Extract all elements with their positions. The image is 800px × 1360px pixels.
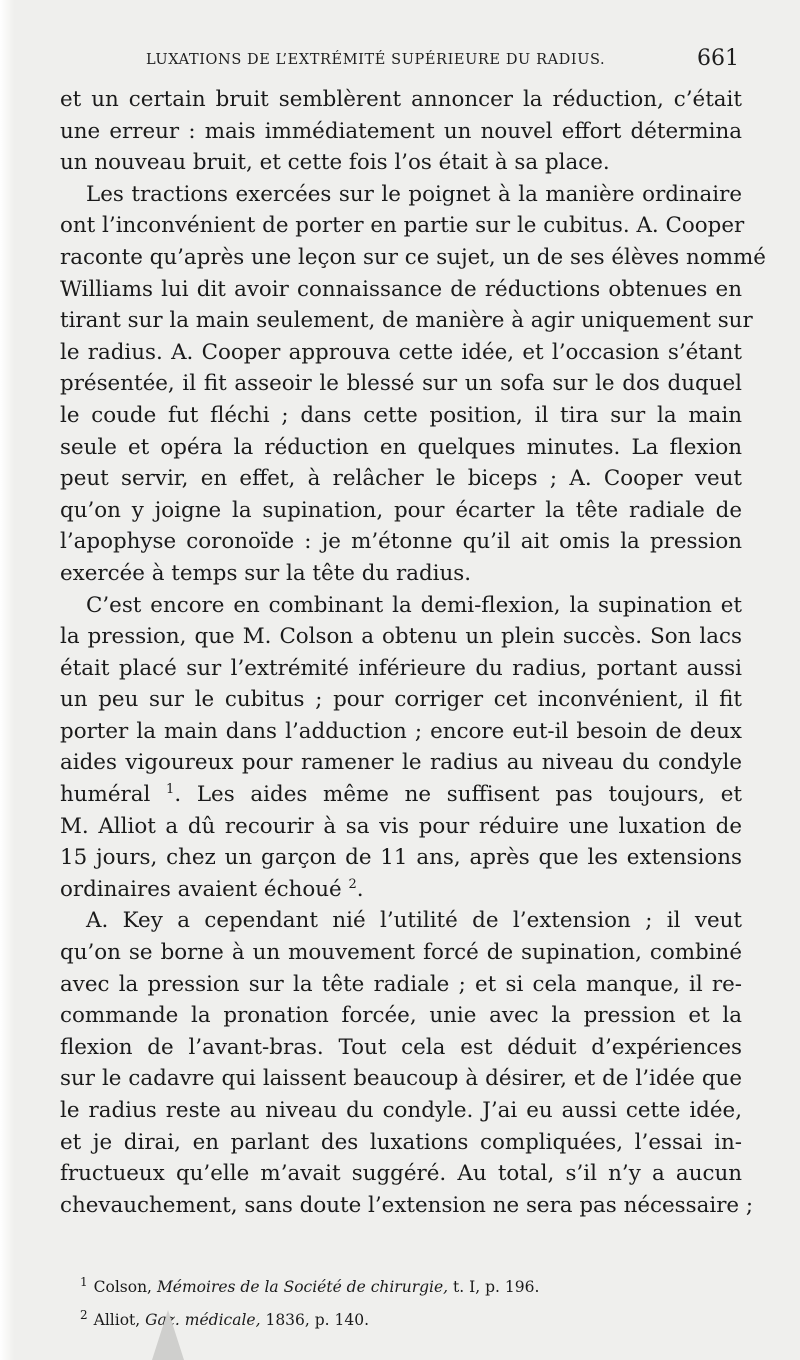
text-line: 15 jours, chez un garçon de 11 ans, après que les extensions bbox=[60, 845, 742, 871]
text-line: flexion de l’avant-bras. Tout cela est déduit d’expériences bbox=[60, 1034, 742, 1060]
text-line: était placé sur l’extrémité inférieure du radius, portant aussi bbox=[60, 655, 742, 681]
text-line: commande la pronation forcée, unie avec la pression et la bbox=[60, 1003, 742, 1029]
text-line: le radius reste au niveau du condyle. J’ai eu aussi cette idée, bbox=[60, 1098, 742, 1123]
footnote-ref-2: 2 bbox=[348, 876, 357, 892]
text-line: seule et opéra la réduction en quelques minutes. La flexion bbox=[60, 434, 742, 460]
footnote-citation: 1836, p. 140. bbox=[265, 1311, 370, 1330]
text-line: présentée, il fit asseoir le blessé sur un sofa sur le dos duquel bbox=[60, 371, 742, 397]
text-line: raconte qu’après une leçon sur ce sujet, un de ses élèves nommé bbox=[60, 244, 766, 270]
text-line: le radius. A. Cooper approuva cette idée, et l’occasion s’étant bbox=[60, 339, 742, 365]
text-line: ont l’inconvénient de porter en partie sur le cubitus. A. Cooper bbox=[60, 213, 745, 239]
text-line: et un certain bruit semblèrent annoncer la réduction, c’était bbox=[60, 87, 742, 112]
text-line: peut servir, en effet, à relâcher le biceps ; A. Cooper veut bbox=[60, 466, 742, 492]
text-line: chevauchement, sans doute l’extension ne sera pas nécessaire ; bbox=[60, 1192, 754, 1218]
page-number: 661 bbox=[697, 46, 739, 71]
text-line: un nouveau bruit, et cette fois l’os était à sa place. bbox=[60, 150, 610, 176]
footnote-number: 1 bbox=[80, 1275, 88, 1289]
text-line: qu’on se borne à un mouvement forcé de supination, combiné bbox=[60, 940, 742, 966]
text-line: Les tractions exercées sur le poignet à la manière ordinaire bbox=[86, 181, 742, 207]
text-line: tirant sur la main seulement, de manière à agir uniquement sur bbox=[60, 308, 753, 334]
footnote-1 bbox=[80, 1268, 740, 1301]
text-line: C’est encore en combinant la demi-flexion, la supination et bbox=[86, 592, 742, 618]
text-line: le coude fut fléchi ; dans cette position, il tira sur la main bbox=[60, 402, 742, 428]
text-line: un peu sur le cubitus ; pour corriger cet inconvénient, il fit bbox=[60, 687, 742, 713]
text-line: et je dirai, en parlant des luxations compliquées, l’essai in- bbox=[60, 1129, 742, 1155]
text-line: exercée à temps sur la tête du radius. bbox=[60, 560, 472, 586]
text-line: l’apophyse coronoïde : je m’étonne qu’il ait omis la pression bbox=[60, 529, 742, 555]
footnote-ref-1: 1 bbox=[166, 781, 175, 797]
footnote-title: Mémoires de la Société de chirurgie, bbox=[156, 1278, 449, 1297]
text-segment: . Les aides même ne suffisent pas toujours, et bbox=[174, 782, 742, 808]
text-line: M. Alliot a dû recourir à sa vis pour réduire une luxation de bbox=[60, 813, 742, 839]
footnote-number: 2 bbox=[80, 1308, 88, 1323]
running-title: LUXATIONS DE L’EXTRÉMITÉ SUPÉRIEURE DU RADIUS. bbox=[146, 52, 606, 68]
footnote-citation: t. I, p. 196. bbox=[453, 1278, 540, 1297]
scan-artifact bbox=[152, 1310, 184, 1360]
text-line: sur le cadavre qui laissent beaucoup à désirer, et de l’idée que bbox=[60, 1066, 742, 1092]
text-line: A. Key a cependant nié l’utilité de l’extension ; il veut bbox=[86, 908, 742, 934]
text-line: la pression, que M. Colson a obtenu un plein succès. Son lacs bbox=[60, 624, 742, 650]
text-line: porter la main dans l’adduction ; encore eut-il besoin de deux bbox=[60, 718, 742, 744]
text-line: Williams lui dit avoir connaissance de réductions obtenues en bbox=[60, 276, 742, 302]
text-line: fructueux qu’elle m’avait suggéré. Au total, s’il n’y a aucun bbox=[60, 1161, 742, 1187]
text-line: aides vigoureux pour ramener le radius au niveau du condyle bbox=[60, 750, 742, 776]
footnote-title: Gaz. médicale, bbox=[145, 1311, 261, 1330]
text-line-with-ref bbox=[60, 779, 742, 811]
page-header bbox=[60, 46, 745, 76]
body-text bbox=[60, 84, 766, 1221]
text-segment: ordinaires avaient échoué bbox=[60, 876, 342, 902]
text-segment: huméral bbox=[60, 782, 151, 808]
text-line: qu’on y joigne la supination, pour écarter la tête radiale de bbox=[60, 497, 742, 523]
footnote-author: Colson, bbox=[93, 1278, 152, 1297]
text-line: avec la pression sur la tête radiale ; et si cela manque, il re- bbox=[60, 971, 742, 997]
text-line: une erreur : mais immédiatement un nouvel effort détermina bbox=[60, 118, 742, 144]
footnote-author: Alliot, bbox=[93, 1311, 141, 1330]
text-line-with-ref: ordinaires avaient échoué $^2$. bbox=[60, 876, 364, 902]
